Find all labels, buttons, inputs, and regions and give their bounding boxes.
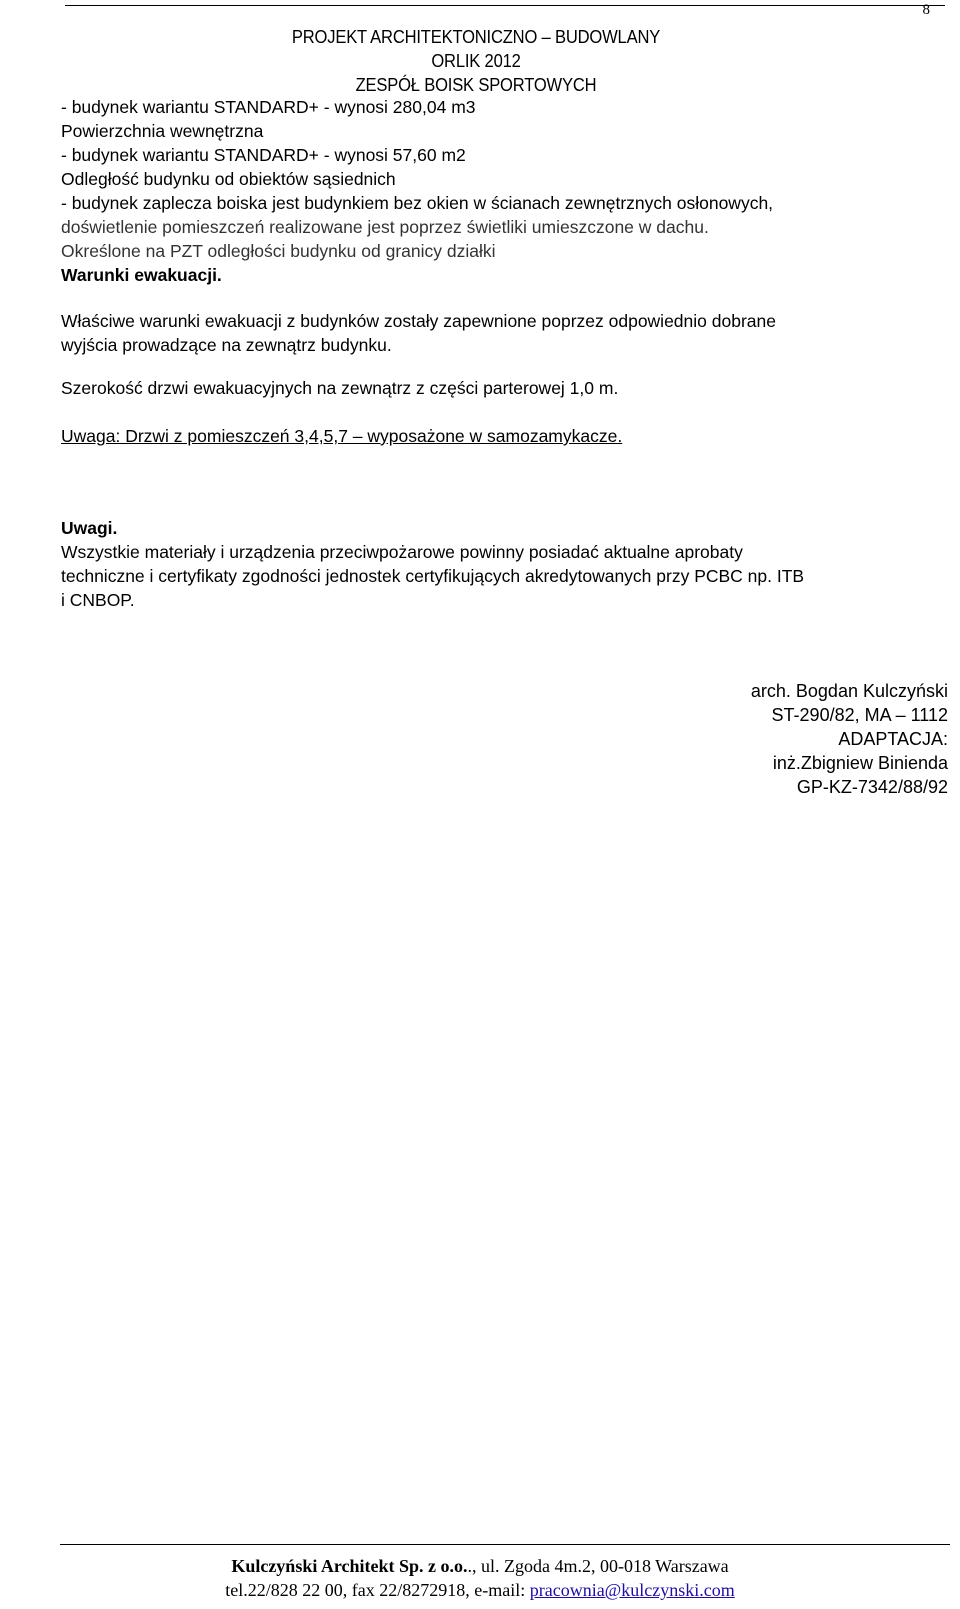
footer-contact: tel.22/828 22 00, fax 22/8272918, e-mail: <box>225 1580 530 1600</box>
section-heading-remarks: Uwagi. <box>61 518 118 538</box>
signature-license: ST-290/82, MA – 1112 <box>771 705 948 725</box>
footer-address-line <box>0 1555 960 1577</box>
text-line: Określone na PZT odległości budynku od granicy działki <box>61 241 496 261</box>
text-line: i CNBOP. <box>61 590 135 610</box>
text-line: techniczne i certyfikaty zgodności jednostek certyfikujących akredytowanych przy PCBC np. ITB <box>61 566 805 586</box>
signature-adaptation-label: ADAPTACJA: <box>838 729 948 749</box>
footer-email-link[interactable]: pracownia@kulczynski.com <box>529 1580 735 1600</box>
text-line: doświetlenie pomieszczeń realizowane jest poprzez świetliki umieszczone w dachu. <box>61 217 709 237</box>
top-rule <box>65 5 945 6</box>
text-line: Wszystkie materiały i urządzenia przeciwpożarowe powinny posiadać aktualne aprobaty <box>61 542 743 562</box>
text-line: Szerokość drzwi ewakuacyjnych na zewnątrz z części parterowej 1,0 m. <box>61 378 619 398</box>
document-header <box>38 25 921 97</box>
header-project-name: ZESPÓŁ BOISK SPORTOWYCH <box>355 75 597 95</box>
bottom-rule <box>60 1544 950 1545</box>
text-line: Właściwe warunki ewakuacji z budynków zostały zapewnione poprzez odpowiednio dobrane <box>61 311 776 331</box>
signature-adapter-license: GP-KZ-7342/88/92 <box>796 777 948 797</box>
signature-author: arch. Bogdan Kulczyński <box>750 681 948 701</box>
text-line: - budynek zaplecza boiska jest budynkiem bez okien w ścianach zewnętrznych osłonowych, <box>61 193 774 213</box>
section-heading-evacuation: Warunki ewakuacji. <box>61 265 222 285</box>
footer-address: ., ul. Zgoda 4m.2, 00-018 Warszawa <box>467 1556 729 1576</box>
note-underlined: Uwaga: Drzwi z pomieszczeń 3,4,5,7 – wyposażone w samozamykacze. <box>61 426 623 446</box>
signature-adapter: inż.Zbigniew Binienda <box>772 753 948 773</box>
footer-contact-line <box>0 1579 960 1601</box>
footer-company: Kulczyński Architekt Sp. z o.o. <box>231 1556 468 1576</box>
text-line: wyjścia prowadzące na zewnątrz budynku. <box>61 335 392 355</box>
text-line: Odległość budynku od obiektów sąsiednich <box>61 169 396 189</box>
text-line: - budynek wariantu STANDARD+ - wynosi 280,04 m3 <box>61 97 476 117</box>
text-line: - budynek wariantu STANDARD+ - wynosi 57,60 m2 <box>61 145 466 165</box>
page-number: 8 <box>922 2 930 18</box>
header-project-type: PROJEKT ARCHITEKTONICZNO – BUDOWLANY <box>291 27 661 47</box>
header-program: ORLIK 2012 <box>431 51 521 71</box>
text-line: Powierzchnia wewnętrzna <box>61 121 264 141</box>
